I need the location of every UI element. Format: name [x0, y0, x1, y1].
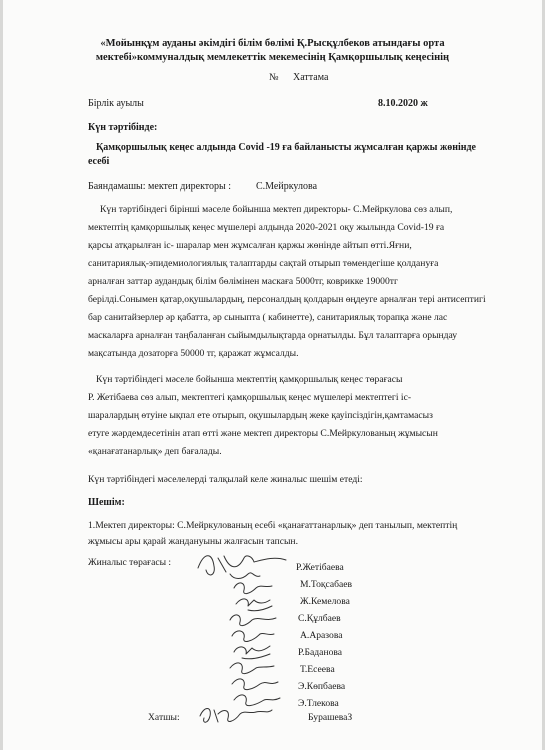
secretary-signature-image: [196, 702, 276, 730]
agenda-item-line-2: есебі: [88, 156, 110, 167]
place-name: Бірлік ауылы: [88, 98, 144, 109]
member-name: М.Тоқсабаев: [300, 579, 353, 590]
member-signatures-image: [190, 548, 300, 718]
agenda-heading: Күн тәртібінде:: [88, 122, 158, 133]
paragraph-2-line: шаралардың өтуіне ықпал ете отырып, оқушылардың жеке қауіпсіздігін,қамтамасыз: [88, 410, 433, 421]
paragraph-1-line: бар санитайзерлер әр қабатта, әр сыныпта ( кабинетте), санитариялық торапқа және лас: [88, 312, 448, 323]
discussion-text: Күн тәртібіндегі мәселелерді талқылай келе жиналыс шешім етеді:: [88, 474, 363, 485]
paragraph-1-line: Күн тәртібіндегі бірінші мәселе бойынша мектеп директоры- С.Мейркулова сөз алып,: [100, 204, 453, 215]
title-line-1: «Мойынқұм ауданы әкімдігі білім бөлімі Қ.Рысқұлбеков атындағы орта: [100, 38, 445, 49]
member-name: Р.Баданова: [298, 647, 343, 658]
decision-heading: Шешім:: [88, 497, 125, 508]
paragraph-2-line: «қанағатанарлық» деп бағалады.: [88, 446, 222, 457]
scan-edge-left: [0, 0, 3, 750]
speaker-name: С.Мейркулова: [256, 181, 318, 192]
paragraph-2-line: Күн тәртібіндегі мәселе бойынша мектептің қамқоршылық кеңес төрағасы: [96, 374, 403, 385]
paragraph-1-line: маскаларға арналған таңбаланған сыйымдылықтарда орнатылды. Бұл талаптарға орындау: [88, 330, 458, 341]
secretary-name: БурашеваЗ: [308, 712, 353, 723]
agenda-item-line-1: Қамқоршылық кеңес алдында Covid -19 ға байланысты жұмсалған қаржы жөнінде: [96, 142, 476, 153]
paragraph-2-line: Р. Жетібаева сөз алып, мектептегі қамқоршылық кеңес мүшелері мектептегі іс-: [88, 392, 412, 403]
protocol-label: Хаттама: [293, 72, 329, 83]
protocol-date: 8.10.2020 ж: [378, 98, 428, 109]
secretary-label: Хатшы:: [148, 712, 180, 723]
paragraph-1-line: мектептің қамқоршылық кеңес мүшелері алдында 2020-2021 оқу жылында Covid-19 ға: [88, 222, 445, 233]
paragraph-1-line: берілді.Сонымен қатар,оқушылардың, персоналдың қолдарын өңдеуге арналған тері антисептигі: [88, 294, 486, 305]
paragraph-1-line: қарсы атқарылған іс- шаралар мен жұмсалған қаржы жөнінде айтып өтті.Яғни,: [88, 240, 412, 251]
decision-line-1: 1.Мектеп директоры: С.Мейркулованың есебі «қанағаттанарлық» деп танылып, мектептің: [88, 520, 458, 531]
member-name: Р.Жетібаева: [296, 562, 344, 573]
decision-line-2: жұмысы ары қарай жандануыны жалғасын тапсын.: [88, 536, 298, 547]
member-name: Т.Есеева: [300, 664, 335, 675]
title-line-2: мектебі»коммуналдық мемлекеттік мекемесінің Қамқоршылық кеңесінің: [95, 52, 450, 63]
paragraph-1-line: арналған заттар аудандық білім бөлімінен маскаға 5000тг, коврикке 19000тг: [88, 276, 398, 287]
paragraph-2-line: етуге жәрдемдесетінін атап өтті және мектеп директоры С.Мейркулованың жұмысын: [88, 428, 438, 439]
protocol-number-sign: №: [269, 72, 279, 83]
member-name: Ж.Кемелова: [300, 596, 350, 607]
member-name: А.Аразова: [300, 630, 343, 641]
speaker-label: Баяндамашы: мектеп директоры :: [88, 181, 232, 192]
member-name: С.Құлбаев: [298, 613, 341, 624]
member-name: Э.Көпбаева: [298, 681, 346, 692]
paragraph-1-line: санитариялық-эпидемиологиялық талаптарды сақтай отырып төмендегіше қолдануға: [88, 258, 439, 269]
paragraph-1-line: мақсатында дозаторға 50000 тг, қаражат жұмсалды.: [88, 348, 299, 359]
member-name: Э.Тлекова: [298, 698, 339, 709]
chair-label: Жиналыс төрағасы :: [88, 557, 172, 568]
